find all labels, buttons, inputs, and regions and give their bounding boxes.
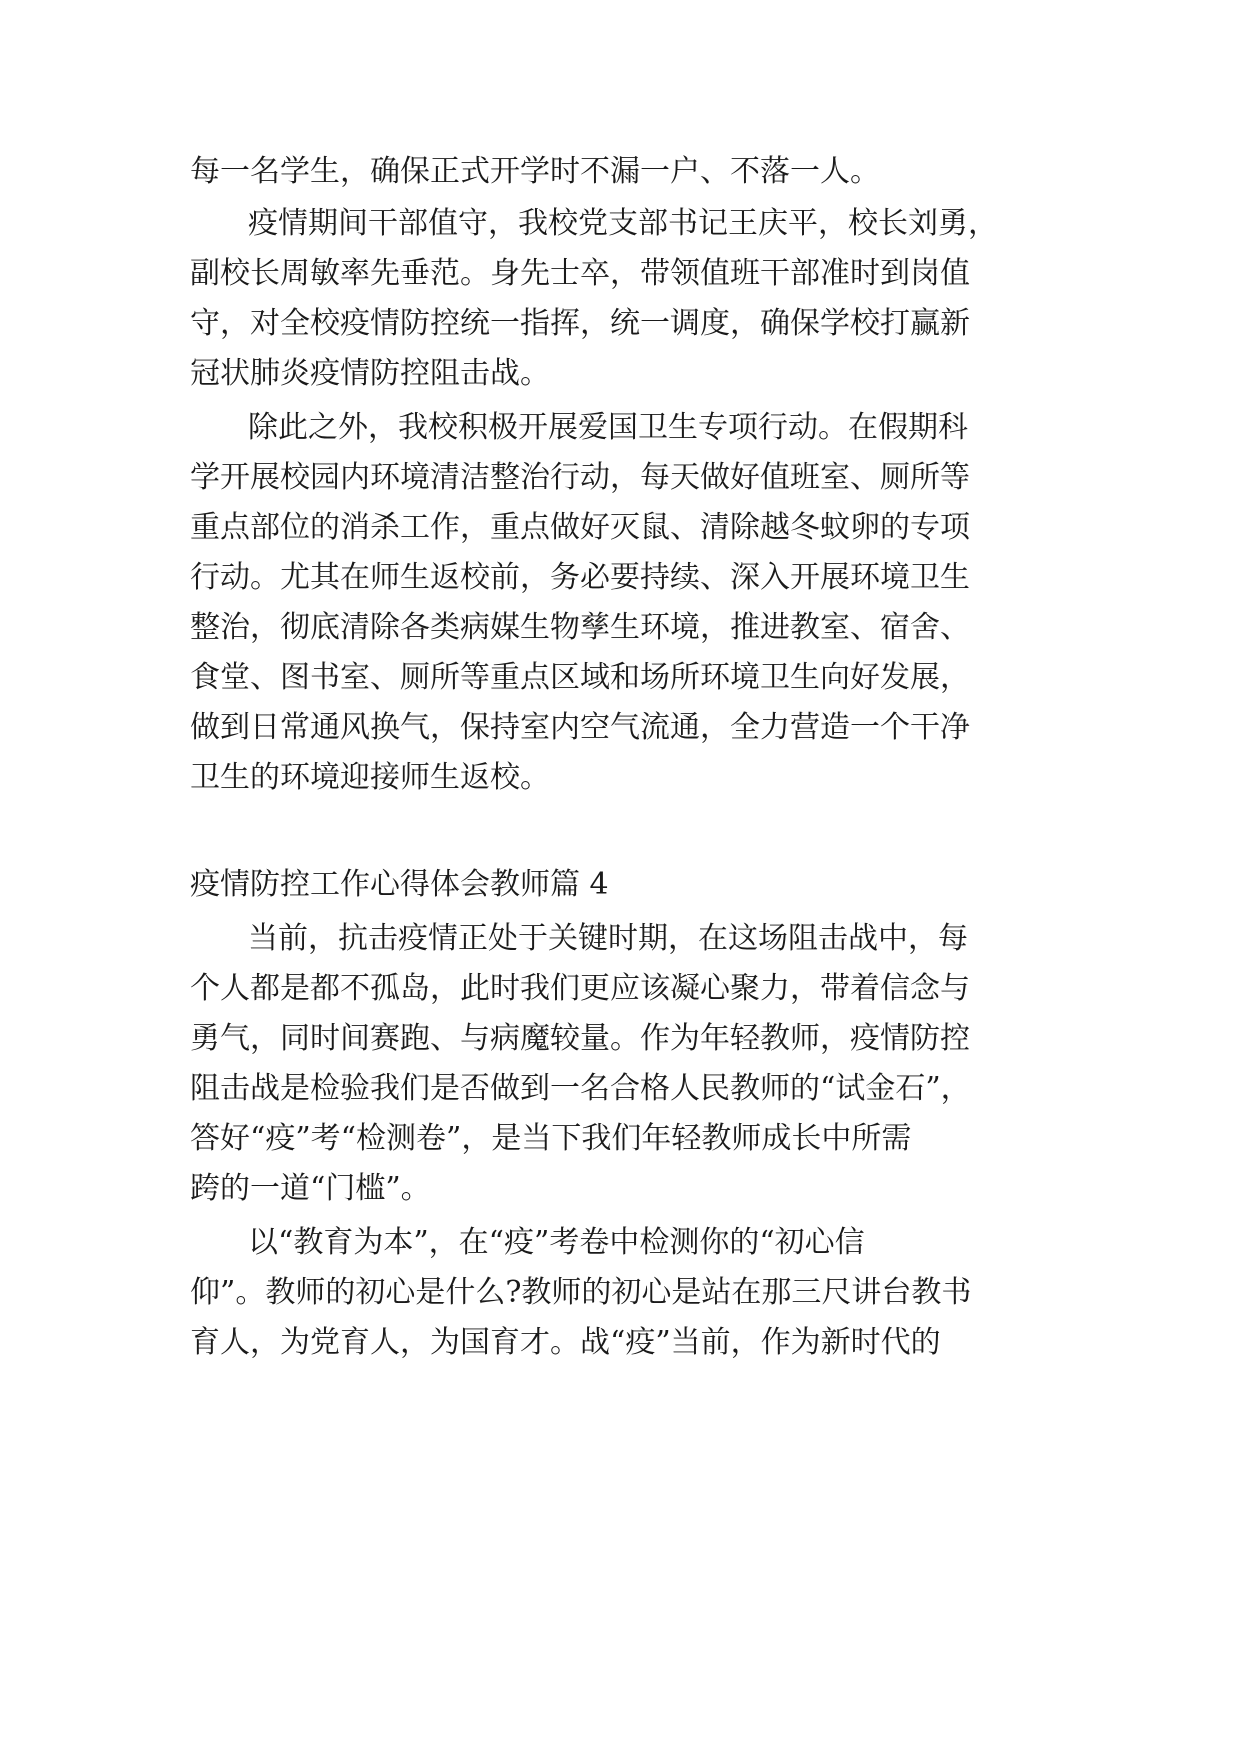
text-line: 育人，为党育人，为国育才。战“疫”当前，作为新时代的 — [190, 1325, 941, 1360]
text-line: 当前，抗击疫情正处于关键时期，在这场阻击战中，每 — [248, 921, 968, 956]
text-line: 疫情期间干部值守，我校党支部书记王庆平，校长刘勇， — [248, 206, 998, 241]
text-line: 重点部位的消杀工作，重点做好灭鼠、清除越冬蚊卵的专项 — [190, 510, 970, 545]
text-line: 食堂、图书室、厕所等重点区域和场所环境卫生向好发展， — [190, 660, 970, 695]
text-line: 整治，彻底清除各类病媒生物孳生环境，推进教室、宿舍、 — [190, 610, 970, 645]
text-line: 除此之外，我校积极开展爱国卫生专项行动。在假期科 — [248, 410, 968, 445]
text-line: 跨的一道“门槛”。 — [190, 1171, 431, 1206]
text-line: 副校长周敏率先垂范。身先士卒，带领值班干部准时到岗值 — [190, 256, 970, 291]
text-line: 答好“疫”考“检测卷”，是当下我们年轻教师成长中所需 — [190, 1121, 912, 1156]
text-line: 做到日常通风换气，保持室内空气流通，全力营造一个干净 — [190, 710, 970, 745]
text-line: 阻击战是检验我们是否做到一名合格人民教师的“试金石”， — [190, 1071, 971, 1106]
text-line: 冠状肺炎疫情防控阻击战。 — [190, 356, 550, 391]
text-line: 勇气，同时间赛跑、与病魔较量。作为年轻教师，疫情防控 — [190, 1021, 970, 1056]
text-line: 个人都是都不孤岛，此时我们更应该凝心聚力，带着信念与 — [190, 971, 970, 1006]
text-line: 学开展校园内环境清洁整治行动，每天做好值班室、厕所等 — [190, 460, 970, 495]
text-line: 守，对全校疫情防控统一指挥，统一调度，确保学校打赢新 — [190, 306, 970, 341]
text-line: 以“教育为本”，在“疫”考卷中检测你的“初心信 — [248, 1225, 865, 1260]
text-line: 行动。尤其在师生返校前，务必要持续、深入开展环境卫生 — [190, 560, 970, 595]
text-line: 每一名学生，确保正式开学时不漏一户、不落一人。 — [190, 154, 880, 189]
text-line: 仰”。教师的初心是什么?教师的初心是站在那三尺讲台教书 — [190, 1275, 972, 1310]
text-line: 卫生的环境迎接师生返校。 — [190, 760, 550, 795]
section-heading: 疫情防控工作心得体会教师篇 4 — [190, 867, 609, 902]
